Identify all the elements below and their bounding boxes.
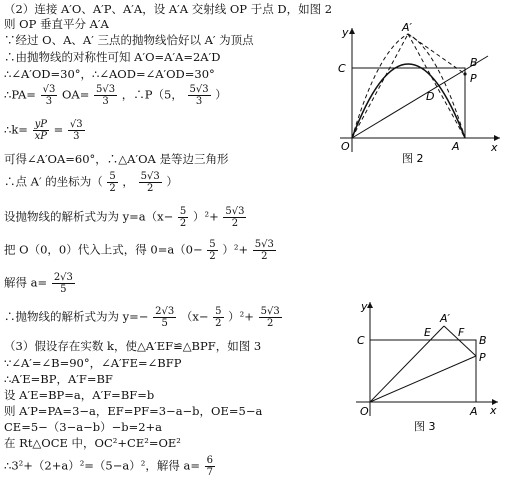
label-C: C	[357, 334, 365, 347]
segment-OA1	[352, 34, 408, 138]
label-B: B	[470, 56, 478, 69]
label-x: x	[490, 404, 497, 417]
fraction-denominator: 2	[266, 318, 274, 329]
fraction-numerator: 6	[206, 455, 214, 466]
text-segment: ∴k=	[4, 122, 28, 137]
segment-A1A	[408, 34, 465, 138]
fraction-numerator: 5√3	[189, 84, 209, 95]
fraction-denominator: xP	[34, 131, 47, 142]
line-1: （2）连接 A′O、A′P、A′A，设 A′A 交射线 OP 于点 D，如图 2	[4, 2, 333, 16]
y-axis-arrow	[367, 302, 373, 308]
fraction-denominator: 2	[146, 183, 154, 194]
fraction-denominator: 3	[45, 96, 53, 107]
fraction	[107, 171, 117, 194]
fraction-denominator: 3	[102, 96, 109, 107]
label-A: A	[452, 140, 460, 153]
text-segment: ）²+	[228, 309, 254, 324]
text-segment: ，∴P（5，	[121, 87, 183, 102]
fraction-numerator: 2√3	[53, 272, 73, 283]
fraction-numerator: 5√3	[260, 306, 280, 317]
fraction-denominator: 7	[206, 467, 214, 478]
text-segment: 把 O（0，0）代入上式，得 0=a（0−	[4, 242, 203, 257]
fraction-denominator: 3	[195, 96, 203, 107]
line-11	[4, 239, 277, 262]
figure-2	[330, 20, 508, 170]
fraction	[259, 306, 282, 329]
label-A1: A′	[402, 21, 413, 34]
label-A: A	[470, 405, 478, 418]
line-17: 设 A′E=BP=a，A′F=BF=b	[4, 388, 155, 402]
text-segment: =	[53, 122, 64, 137]
fraction	[153, 306, 176, 329]
fraction-numerator: 5√3	[254, 239, 274, 250]
line-7	[4, 119, 86, 142]
label-C: C	[338, 62, 346, 75]
text-segment: OA=	[62, 87, 90, 102]
fraction	[207, 239, 217, 262]
line-12	[4, 272, 76, 295]
fraction	[205, 455, 215, 478]
fraction-numerator: yP	[34, 119, 47, 130]
fraction-numerator: 5√3	[225, 206, 245, 217]
label-y: y	[361, 300, 368, 313]
fraction-numerator: 5	[109, 171, 116, 182]
label-P: P	[479, 351, 486, 364]
line-19: CE=5−（3−a−b）−b=2+a	[4, 420, 163, 434]
fraction-denominator: 2	[261, 251, 268, 262]
label-O: O	[341, 140, 350, 153]
text-segment: ∴抛物线的解析式为为 y=−	[4, 309, 149, 324]
line-14: （3）假设存在实数 k，使△A′EF≌△BPF，如图 3	[4, 339, 262, 353]
parabola-solid	[352, 64, 465, 138]
line-15: ∵∠A′=∠B=90°，∠A′FE=∠BFP	[4, 356, 182, 370]
label-y: y	[342, 26, 349, 39]
fraction-numerator: √3	[42, 84, 56, 95]
line-2: 则 OP 垂直平分 A′A	[4, 17, 109, 31]
label-F: F	[458, 326, 465, 339]
label-E: E	[424, 326, 431, 339]
figure-caption: 图 2	[402, 152, 424, 165]
parabola-dashed	[352, 34, 465, 138]
fraction	[41, 84, 58, 107]
figure-caption: 图 3	[414, 420, 436, 433]
text-segment: ∴3²+（2+a）²=（5−a）²，解得 a=	[4, 458, 200, 473]
fraction	[178, 206, 188, 229]
fraction-denominator: 3	[73, 131, 80, 142]
fraction-denominator: 2	[215, 318, 222, 329]
line-9	[4, 171, 178, 194]
fraction-numerator: 5	[215, 306, 222, 317]
y-axis-arrow	[349, 28, 355, 34]
label-B: B	[479, 334, 487, 347]
segment-OA1	[370, 326, 444, 402]
fraction	[94, 84, 117, 107]
fraction-denominator: 2	[179, 218, 187, 229]
text-segment: ，	[122, 174, 134, 189]
label-D: D	[426, 90, 435, 103]
fraction	[68, 119, 85, 142]
label-x: x	[491, 141, 498, 154]
fraction-numerator: 5√3	[140, 171, 160, 182]
fraction-numerator: 5	[179, 206, 187, 217]
fraction	[253, 239, 276, 262]
rectangle-OABC	[370, 340, 476, 402]
fraction-denominator: 2	[209, 251, 216, 262]
label-P: P	[470, 72, 477, 85]
text-segment: ）²+	[222, 242, 249, 257]
label-A1: A′	[440, 312, 451, 325]
text-segment: 设抛物线的解析式为为 y=a（x−	[4, 209, 174, 224]
line-4: ∴由抛物线的对称性可知 A′O=A′A=2A′D	[4, 50, 221, 64]
fraction-numerator: 5	[209, 239, 216, 250]
text-segment: ）	[166, 174, 178, 189]
line-21	[4, 455, 216, 478]
text-segment: ∴点 A′ 的坐标为（	[4, 174, 103, 189]
fraction-numerator: √3	[69, 119, 83, 130]
line-6	[4, 84, 227, 107]
fraction-numerator: 2√3	[155, 306, 175, 317]
text-segment: 解得 a=	[4, 275, 48, 290]
fraction-denominator: 2	[231, 218, 239, 229]
point-P	[463, 72, 466, 75]
fraction-denominator: 2	[109, 183, 116, 194]
fraction-denominator: 5	[60, 284, 67, 295]
text-segment: （x−	[180, 309, 209, 324]
fraction	[139, 171, 162, 194]
fraction-numerator: 5√3	[96, 84, 116, 95]
figure-3	[348, 298, 508, 438]
fraction	[223, 206, 246, 229]
line-10	[4, 206, 247, 229]
fraction	[188, 84, 211, 107]
line-16: ∴A′E=BP，A′F=BF	[4, 372, 113, 386]
fraction	[52, 272, 75, 295]
text-segment: ）²+	[192, 209, 219, 224]
line-20: 在 Rt△OCE 中，OC²+CE²=OE²	[4, 436, 181, 450]
segment-OP	[370, 356, 476, 402]
fraction	[33, 119, 49, 142]
fraction	[213, 306, 223, 329]
line-18: 则 A′P=PA=3−a，EF=PF=3−a−b，OE=5−a	[4, 404, 263, 418]
line-8: 可得∠A′OA=60°，∴△A′OA 是等边三角形	[4, 152, 229, 166]
text-segment: ）	[215, 87, 227, 102]
text-segment: ∴PA=	[4, 87, 36, 102]
line-13	[4, 306, 283, 329]
line-3: ∵经过 O、A、A′ 三点的抛物线恰好以 A′ 为顶点	[4, 33, 254, 47]
label-O: O	[360, 405, 369, 418]
line-5: ∴∠A′OD=30°，∴∠AOD=∠A′OD=30°	[4, 67, 215, 81]
fraction-denominator: 5	[161, 318, 168, 329]
